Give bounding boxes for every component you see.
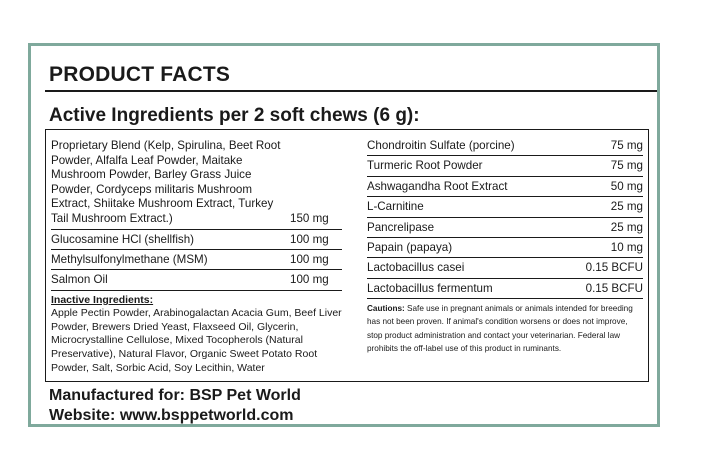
ingredient-amount: 0.15 BCFU bbox=[585, 281, 643, 295]
ingredient-name: Lactobacillus casei bbox=[367, 261, 465, 275]
ingredient-name: Methylsulfonylmethane (MSM) bbox=[51, 252, 208, 266]
ingredient-row bbox=[367, 258, 643, 278]
cautions-text: Safe use in pregnant animals or animals intended for breeding has not been proven. If animal's condition worsens or does not improve, stop product administration and contact your veterinarian. Federal law prohibits the off-label use of this product in ruminants. bbox=[367, 304, 633, 353]
ingredient-row bbox=[51, 136, 342, 230]
ingredients-table bbox=[45, 129, 649, 382]
ingredient-row bbox=[367, 279, 643, 299]
ingredient-name: Ashwagandha Root Extract bbox=[367, 179, 508, 193]
ingredient-amount: 100 mg bbox=[290, 252, 329, 266]
website-line: Website: www.bsppetworld.com bbox=[49, 407, 294, 424]
left-ingredient-column bbox=[51, 136, 342, 376]
ingredient-amount: 150 mg bbox=[290, 212, 329, 226]
ingredient-row bbox=[51, 230, 342, 250]
active-ingredients-heading: Active Ingredients per 2 soft chews (6 g): bbox=[49, 105, 420, 126]
ingredient-row bbox=[51, 270, 342, 290]
ingredient-name: Chondroitin Sulfate (porcine) bbox=[367, 139, 515, 152]
title-divider bbox=[45, 90, 657, 92]
inactive-ingredients-heading: Inactive Ingredients: bbox=[51, 293, 154, 306]
ingredient-name: Lactobacillus fermentum bbox=[367, 281, 493, 295]
ingredient-row bbox=[51, 250, 342, 270]
ingredient-name: Papain (papaya) bbox=[367, 241, 453, 255]
right-ingredient-column bbox=[367, 136, 643, 355]
manufacturer-line: Manufactured for: BSP Pet World bbox=[49, 387, 301, 404]
ingredient-amount: 100 mg bbox=[290, 232, 329, 246]
label-title: PRODUCT FACTS bbox=[49, 63, 231, 86]
ingredient-name: Turmeric Root Powder bbox=[367, 159, 483, 173]
ingredient-amount: 75 mg bbox=[610, 159, 643, 173]
ingredient-row bbox=[367, 177, 643, 197]
ingredient-amount: 50 mg bbox=[610, 179, 643, 193]
ingredient-amount: 0.15 BCFU bbox=[585, 261, 643, 275]
cautions-label: Cautions: bbox=[367, 304, 405, 314]
ingredient-name: Pancrelipase bbox=[367, 220, 435, 234]
ingredient-row bbox=[367, 218, 643, 238]
ingredient-name: L-Carnitine bbox=[367, 200, 424, 214]
ingredient-amount: 100 mg bbox=[290, 273, 329, 287]
ingredient-row bbox=[367, 197, 643, 217]
ingredient-row bbox=[367, 156, 643, 176]
inactive-ingredients-list: Apple Pectin Powder, Arabinogalactan Acacia Gum, Beef Liver Powder, Brewers Dried Yeast, Flaxseed Oil, Glycerin, Microcrystalline Cellulose, Mixed Tocopherols (Natural Preservative), Natural Flavor, Organic Sweet Potato Root Powder, Salt, Sorbic Acid, Soy Lecithin, Water bbox=[51, 306, 342, 374]
cautions-note bbox=[367, 302, 643, 355]
ingredient-amount: 25 mg bbox=[610, 220, 643, 234]
ingredient-row bbox=[367, 136, 643, 156]
ingredient-name: Salmon Oil bbox=[51, 273, 108, 287]
ingredient-row bbox=[367, 238, 643, 258]
ingredient-amount: 10 mg bbox=[610, 241, 643, 255]
product-facts-label bbox=[28, 43, 660, 427]
ingredient-name: Proprietary Blend (Kelp, Spirulina, Beet Root Powder, Alfalfa Leaf Powder, Maitake Mushroom Powder, Barley Grass Juice Powder, Cordyceps militaris Mushroom Extract, Shiitake Mushroom Extract, Turkey Tail Mushroom Extract.) bbox=[51, 139, 281, 225]
ingredient-name: Glucosamine HCl (shellfish) bbox=[51, 232, 195, 246]
ingredient-amount: 75 mg bbox=[610, 139, 643, 152]
ingredient-amount: 25 mg bbox=[610, 200, 643, 214]
